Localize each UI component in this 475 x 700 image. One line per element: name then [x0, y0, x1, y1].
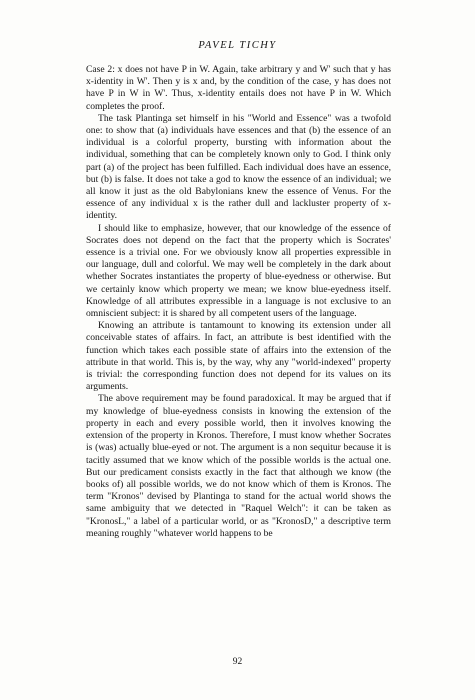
body-text [86, 64, 391, 540]
running-header: PAVEL TICHY [198, 40, 277, 51]
paragraph: I should like to emphasize, however, that our knowledge of the essence of Socrates does not depend on the fact that the property which is Socrates' essence is a trivial one. For we obviously know all properties expressible in our language, dull and colorful. We may well be completely in the dark about whether Socrates instantiates the property of blue-eyedness or otherwise. But we certainly know which property we mean; we know blue-eyedness itself. Knowledge of all attributes expressible in a language is not exclusive to an omniscient subject: it is shared by all competent users of the language. [86, 222, 391, 320]
paragraph: The task Plantinga set himself in his "World and Essence" was a twofold one: to show that (a) individuals have essences and that (b) the essence of an individual is a colorful property, bursting with information about the individual, something that can be completely known only to God. I think only part (a) of the project has been fulfilled. Each individual does have an essence, but (b) is false. It does not take a god to know the essence of an individual; we all know it just as the old Babylonians knew the essence of Venus. For the essence of any individual x is the rather dull and lackluster property of x-identity. [86, 112, 391, 222]
paragraph: Knowing an attribute is tantamount to knowing its extension under all conceivable states of affairs. In fact, an attribute is best identified with the function which takes each possible state of affairs into the extension of the attribute in that world. This is, by the way, why any "world-indexed" property is trivial: the corresponding function does not depend for its values on its arguments. [86, 320, 391, 393]
paragraph: Case 2: x does not have P in W. Again, take arbitrary y and W' such that y has x-identity in W'. Then y is x and, by the condition of the case, y has does not have P in W in W'. Thus, x-identity entails does not have P in W. Which completes the proof. [86, 64, 391, 112]
paragraph: The above requirement may be found paradoxical. It may be argued that if my knowledge of blue-eyedness consists in knowing the extension of the property in each and every possible world, then it involves knowing the extension of the property in Kronos. Therefore, I must know whether Socrates is (was) actually blue-eyed or not. The argument is a non sequitur because it is tacitly assumed that we know which of the possible worlds is the actual one. But our predicament consists exactly in the fact that although we know (the books of) all possible worlds, we do not know which of them is Kronos. The term "Kronos" devised by Plantinga to stand for the actual world shows the same ambiguity that we detected in "Raquel Welch": it can be taken as "KronosL," a label of a particular world, or as "KronosD," a descriptive term meaning roughly "whatever world happens to be [86, 393, 391, 539]
page-number: 92 [232, 657, 243, 667]
